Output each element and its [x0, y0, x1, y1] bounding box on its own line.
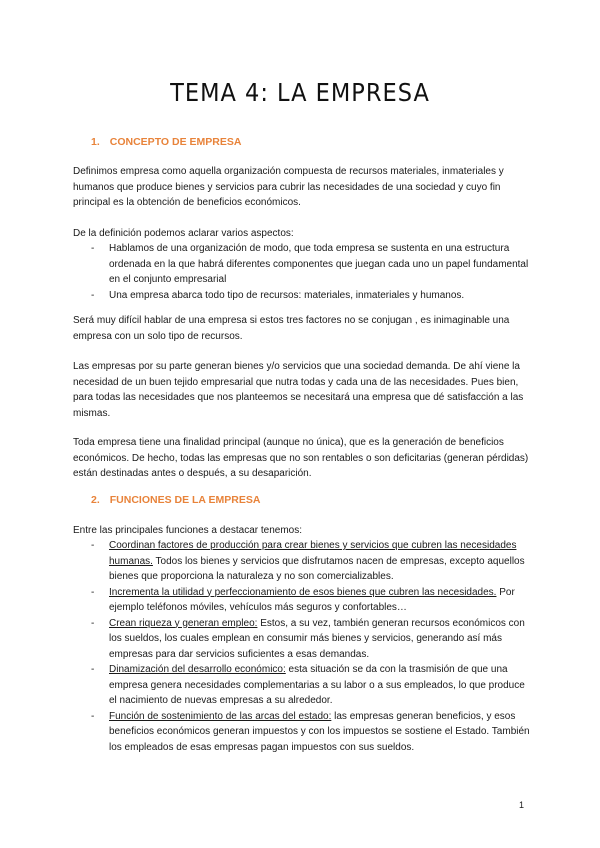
list-item: - Hablamos de una organización de modo, que toda empresa se sustenta en una estructura ordenada en la que habrá diferentes componentes que juegan cada uno un papel fundamental en el conjunto empresarial	[73, 241, 533, 288]
section-1-bullet-list	[73, 241, 533, 303]
list-item-emphasis: Coordinan factores de producción para crear bienes y servicios que cubren las necesidades humanas.	[109, 540, 517, 567]
list-item-emphasis: Función de sostenimiento de las arcas del estado:	[109, 710, 332, 722]
section-1-title: CONCEPTO DE EMPRESA	[109, 136, 242, 148]
section-2-bullet-list	[73, 538, 533, 755]
list-item-emphasis: Dinamización del desarrollo económico:	[109, 664, 286, 675]
list-item: - Una empresa abarca todo tipo de recursos: materiales, inmateriales y humanos.	[73, 288, 533, 304]
section-2-title: FUNCIONES DE LA EMPRESA	[109, 494, 261, 506]
list-item	[73, 585, 533, 616]
list-item-text: esta situación se da con la trasmisión de que una empresa genera necesidades complementarias a su labor o a sus empleados, lo que produce el nacimiento de nuevas empresas a su alrededor.	[109, 664, 525, 706]
section-1-heading	[91, 136, 241, 148]
page-number: 1	[519, 800, 525, 810]
section-1-paragraph-4: Las empresas por su parte generan bienes y/o servicios que una sociedad demanda. De ahí viene la necesidad de un buen tejido empresarial que nutra todas y cada una de las necesidades. Pues bien, para todas las necesidades que nos planteemos se necesitará una empresa que dé satisfacción a las mismas.	[73, 361, 524, 419]
list-item-emphasis: Incrementa la utilidad y perfeccionamiento de esos bienes que cubren las necesidades.	[109, 586, 497, 598]
section-2-number: 2.	[91, 494, 100, 506]
page-title: TEMA 4: LA EMPRESA	[170, 78, 430, 107]
section-1-paragraph-5: Toda empresa tiene una finalidad principal (aunque no única), que es la generación de beneficios económicos. De hecho, todas las empresas que no son rentables o son deficitarias (generan pérdidas) están destinadas antes o después, a su desaparición.	[73, 437, 529, 479]
list-item	[73, 709, 533, 756]
list-item	[73, 538, 533, 585]
list-item-text: Estos, a su vez, también generan recursos económicos con los sueldos, los cuales emplean en consumir más bienes y servicios, generando así más empresas para dar servicios suficientes a esas demandas.	[109, 617, 525, 660]
section-2-heading	[91, 494, 260, 506]
list-item	[73, 616, 533, 663]
section-1-paragraph-2: De la definición podemos aclarar varios aspectos:	[73, 228, 294, 239]
section-1-paragraph-3: Será muy difícil hablar de una empresa si estos tres factores no se conjugan , es inimaginable una empresa con un solo tipo de recursos.	[73, 315, 510, 342]
list-item-emphasis: Crean riqueza y generan empleo:	[109, 617, 258, 629]
list-item-text: Por ejemplo teléfonos móviles, vehículos más seguros y confortables…	[109, 586, 515, 613]
section-1-paragraph-1: Definimos empresa como aquella organización compuesta de recursos materiales, inmateriales y humanos que produce bienes y servicios para cubrir las necesidades de una sociedad y cuyo fin principal es la obtención de beneficios económicos.	[73, 166, 504, 208]
list-item-text: las empresas generan beneficios, y esos beneficios económicos generan impuestos y con los impuestos se sostiene el Estado. También los empleados de esas empresas pagan impuestos con sus sueldos.	[109, 710, 530, 753]
section-2-intro: Entre las principales funciones a destacar tenemos:	[73, 525, 303, 536]
section-1-number: 1.	[91, 136, 100, 148]
list-item-text: Todos los bienes y servicios que disfrutamos nacen de empresas, excepto aquellos bienes que proporciona la naturaleza y no son comercializables.	[109, 555, 525, 582]
list-item	[73, 662, 533, 709]
